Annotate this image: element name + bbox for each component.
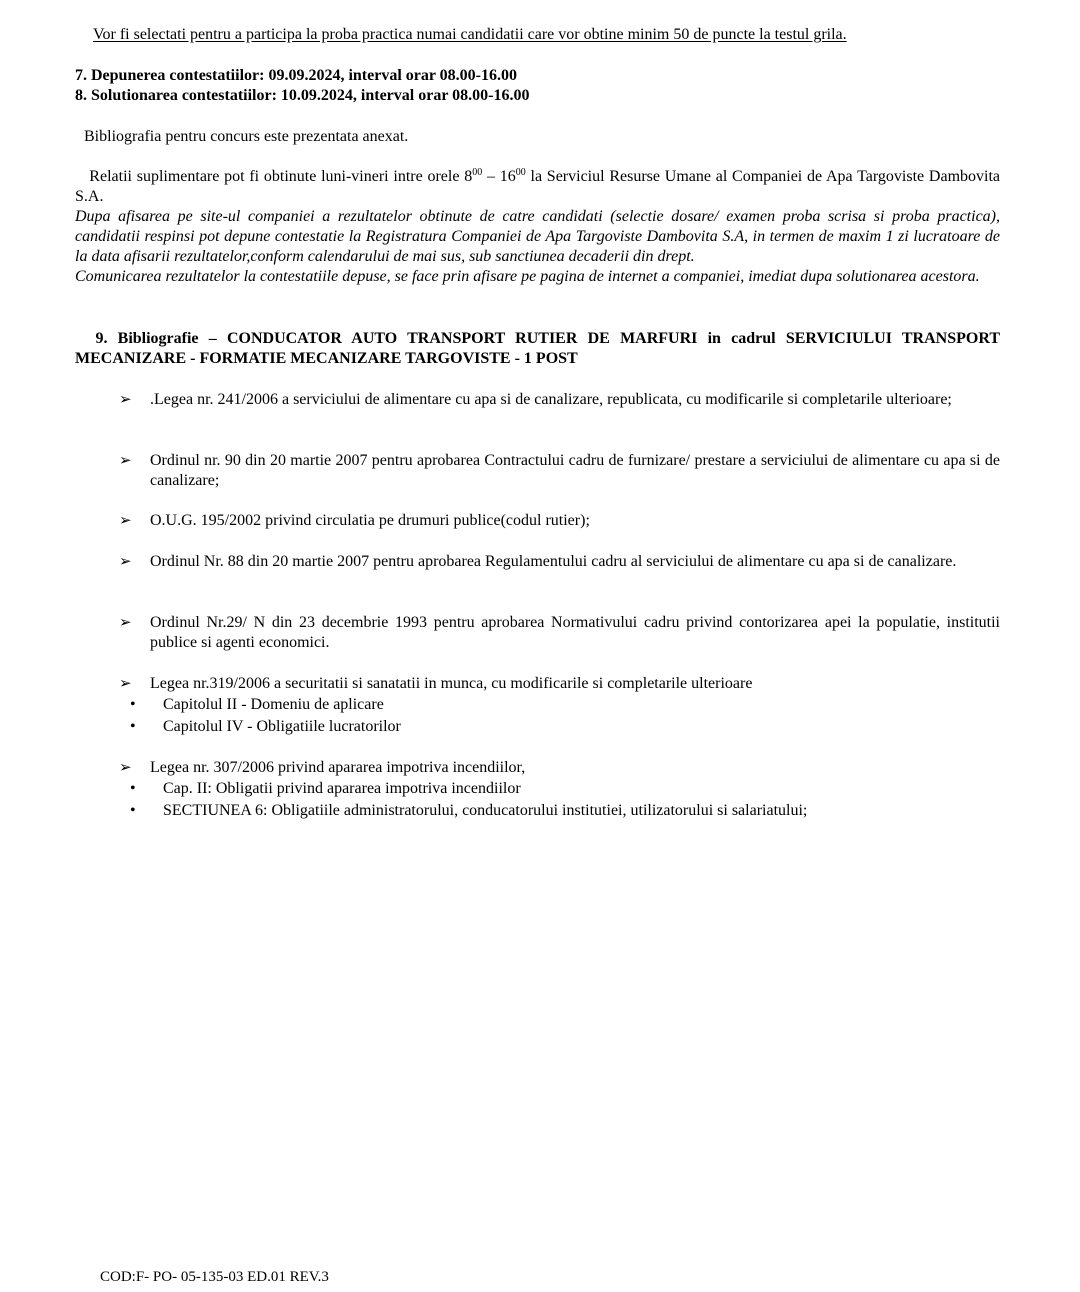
bibliografia-note: Bibliografia pentru concurs este prezentata anexat.: [84, 128, 409, 145]
info-block: [75, 167, 1000, 287]
bullet-icon: •: [130, 718, 136, 735]
comunicare-paragraph: Comunicarea rezultatelor la contestatiile depuse, se face prin afisare pe pagina de internet a companiei, imediat dupa solutionarea acestora.: [75, 268, 980, 285]
bibliography-item-text: Ordinul Nr. 88 din 20 martie 2007 pentru aprobarea Regulamentului cadru al serviciului de alimentare cu apa si de canalizare.: [150, 553, 957, 570]
bibliography-subitem: [130, 779, 1000, 799]
arrow-bullet-icon: ➢: [119, 453, 132, 469]
arrow-bullet-icon: ➢: [119, 554, 132, 570]
document-code-footer: COD:F- PO- 05-135-03 ED.01 REV.3: [100, 1269, 329, 1285]
relatii-sup-2: 00: [515, 167, 526, 178]
arrow-bullet-icon: ➢: [119, 760, 132, 776]
document-page: [75, 0, 1000, 1292]
bibliography-item: [119, 552, 1000, 572]
bibliography-subitem: [130, 717, 1000, 737]
relatii-text-2: – 16: [482, 168, 516, 185]
deadlines-block: [75, 66, 529, 106]
arrow-bullet-icon: ➢: [119, 513, 132, 529]
bibliography-item: [119, 613, 1000, 653]
bibliography-item-text: O.U.G. 195/2002 privind circulatia pe drumuri publice(codul rutier);: [150, 512, 590, 529]
bibliography-subitem-text: Capitolul IV - Obligatiile lucratorilor: [163, 718, 401, 735]
bibliography-item-text: Ordinul Nr.29/ N din 23 decembrie 1993 pentru aprobarea Normativului cadru privind contorizarea apei la populatie, institutii publice si agenti economici.: [150, 614, 1000, 651]
relatii-sup-1: 00: [472, 167, 483, 178]
bibliography-item-text: Ordinul nr. 90 din 20 martie 2007 pentru aprobarea Contractului cadru de furnizare/ prestare a serviciului de alimentare cu apa si de canalizare;: [150, 452, 1000, 489]
bullet-icon: •: [130, 780, 136, 797]
section-9-title: [75, 329, 1000, 369]
relatii-text-3: la Serviciul Resurse Umane al Companiei de Apa Targoviste Dambovita S.A.: [75, 168, 1001, 205]
bibliography-item: [119, 511, 1000, 531]
deadline-contestatii-depunere: 7. Depunerea contestatiilor: 09.09.2024, interval orar 08.00-16.00: [75, 67, 518, 84]
bibliography-item-text: .Legea nr. 241/2006 a serviciului de alimentare cu apa si de canalizare, republicata, cu modificarile si completarile ulterioare;: [150, 391, 952, 408]
relatii-text-1: Relatii suplimentare pot fi obtinute luni-vineri intre orele 8: [89, 168, 473, 185]
bibliography-item: [119, 390, 1000, 410]
bibliography-subitem-text: SECTIUNEA 6: Obligatiile administratorului, conducatorului institutiei, utilizatorului si salariatului;: [163, 802, 808, 819]
bibliography-subitem: [130, 801, 1000, 821]
arrow-bullet-icon: ➢: [119, 392, 132, 408]
bibliography-subitem-text: Capitolul II - Domeniu de aplicare: [163, 696, 384, 713]
arrow-bullet-icon: ➢: [119, 615, 132, 631]
arrow-bullet-icon: ➢: [119, 676, 132, 692]
contestatie-paragraph: Dupa afisarea pe site-ul companiei a rezultatelor obtinute de catre candidati (selectie dosare/ examen proba scrisa si proba practica), candidatii respinsi pot depune contestatie la Registratura Companiei de Apa Targoviste Dambovita S.A, in termen de maxim 1 zi lucratoare de la data afisarii rezultatelor,conform calendarului de mai sus, sub sanctiunea decaderii din drept.: [75, 208, 1000, 265]
bibliography-item: [119, 758, 1000, 778]
selection-note: Vor fi selectati pentru a participa la proba practica numai candidatii care vor obtine minim 50 de puncte la testul grila.: [93, 26, 847, 43]
bibliography-item: [119, 674, 1000, 694]
bibliography-item-text: Legea nr. 307/2006 privind apararea impotriva incendiilor,: [150, 759, 526, 776]
relatii-paragraph: [75, 167, 1000, 207]
bibliography-subitem: [130, 695, 1000, 715]
bullet-icon: •: [130, 802, 136, 819]
bullet-icon: •: [130, 696, 136, 713]
deadline-contestatii-solutionare: 8. Solutionarea contestatiilor: 10.09.2024, interval orar 08.00-16.00: [75, 87, 530, 104]
section-9-title-text: 9. Bibliografie – CONDUCATOR AUTO TRANSPORT RUTIER DE MARFURI in cadrul SERVICIULUI TRANSPORT MECANIZARE - FORMATIE MECANIZARE TARGOVISTE - 1 POST: [75, 330, 1000, 367]
bibliography-subitem-text: Cap. II: Obligatii privind apararea impotriva incendiilor: [163, 780, 521, 797]
bibliography-item: [119, 451, 1000, 491]
bibliography-item-text: Legea nr.319/2006 a securitatii si sanatatii in munca, cu modificarile si completarile ulterioare: [150, 675, 753, 692]
